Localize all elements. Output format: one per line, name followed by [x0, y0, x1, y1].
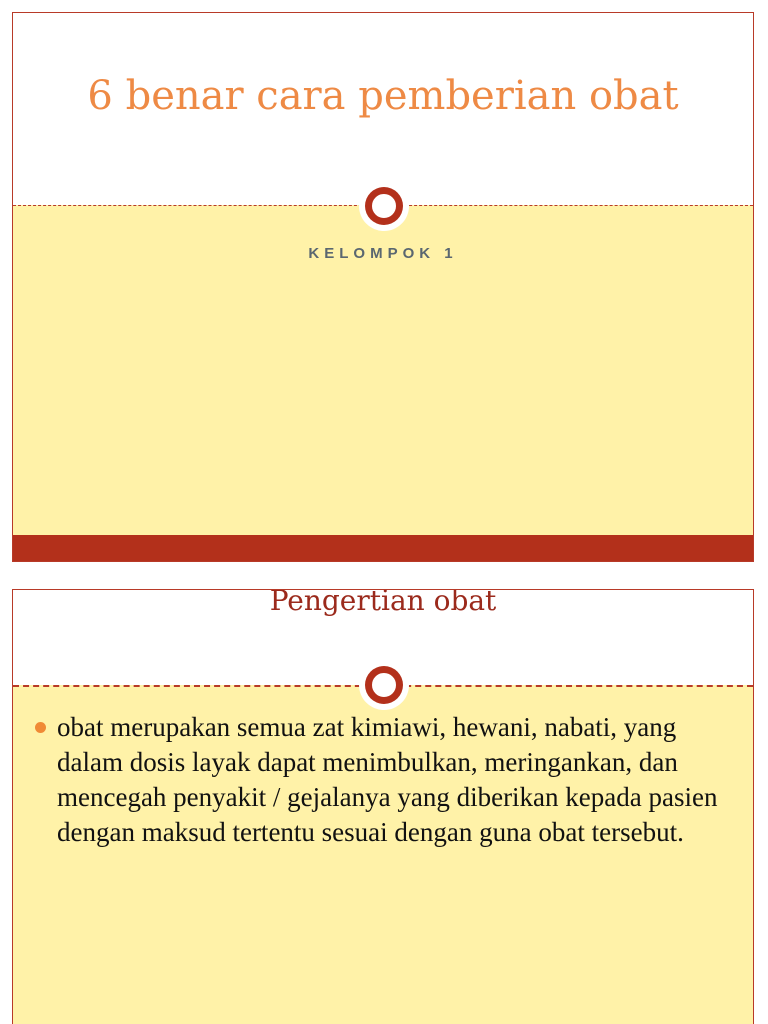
slide-title: Pengertian obat — [269, 589, 497, 617]
bullet-list — [35, 710, 739, 850]
bullet-dot-icon — [35, 722, 46, 733]
bullet-item — [35, 710, 739, 850]
circle-ornament-icon — [365, 187, 403, 225]
slide-subtitle: KELOMPOK 1 — [308, 245, 458, 262]
bullet-text: obat merupakan semua zat kimiawi, hewani, nabati, yang dalam dosis layak dapat menimbulkan, meringankan, dan mencegah penyakit / gejalanya yang diberikan kepada pasien dengan maksud tertentu sesuai dengan guna obat tersebut. — [57, 712, 718, 847]
slide-2 — [12, 589, 754, 1024]
slide-footer-band — [13, 535, 753, 561]
slide-title: 6 benar cara pemberian obat — [87, 73, 679, 119]
circle-ornament-icon — [365, 666, 403, 704]
slide-1 — [12, 12, 754, 562]
